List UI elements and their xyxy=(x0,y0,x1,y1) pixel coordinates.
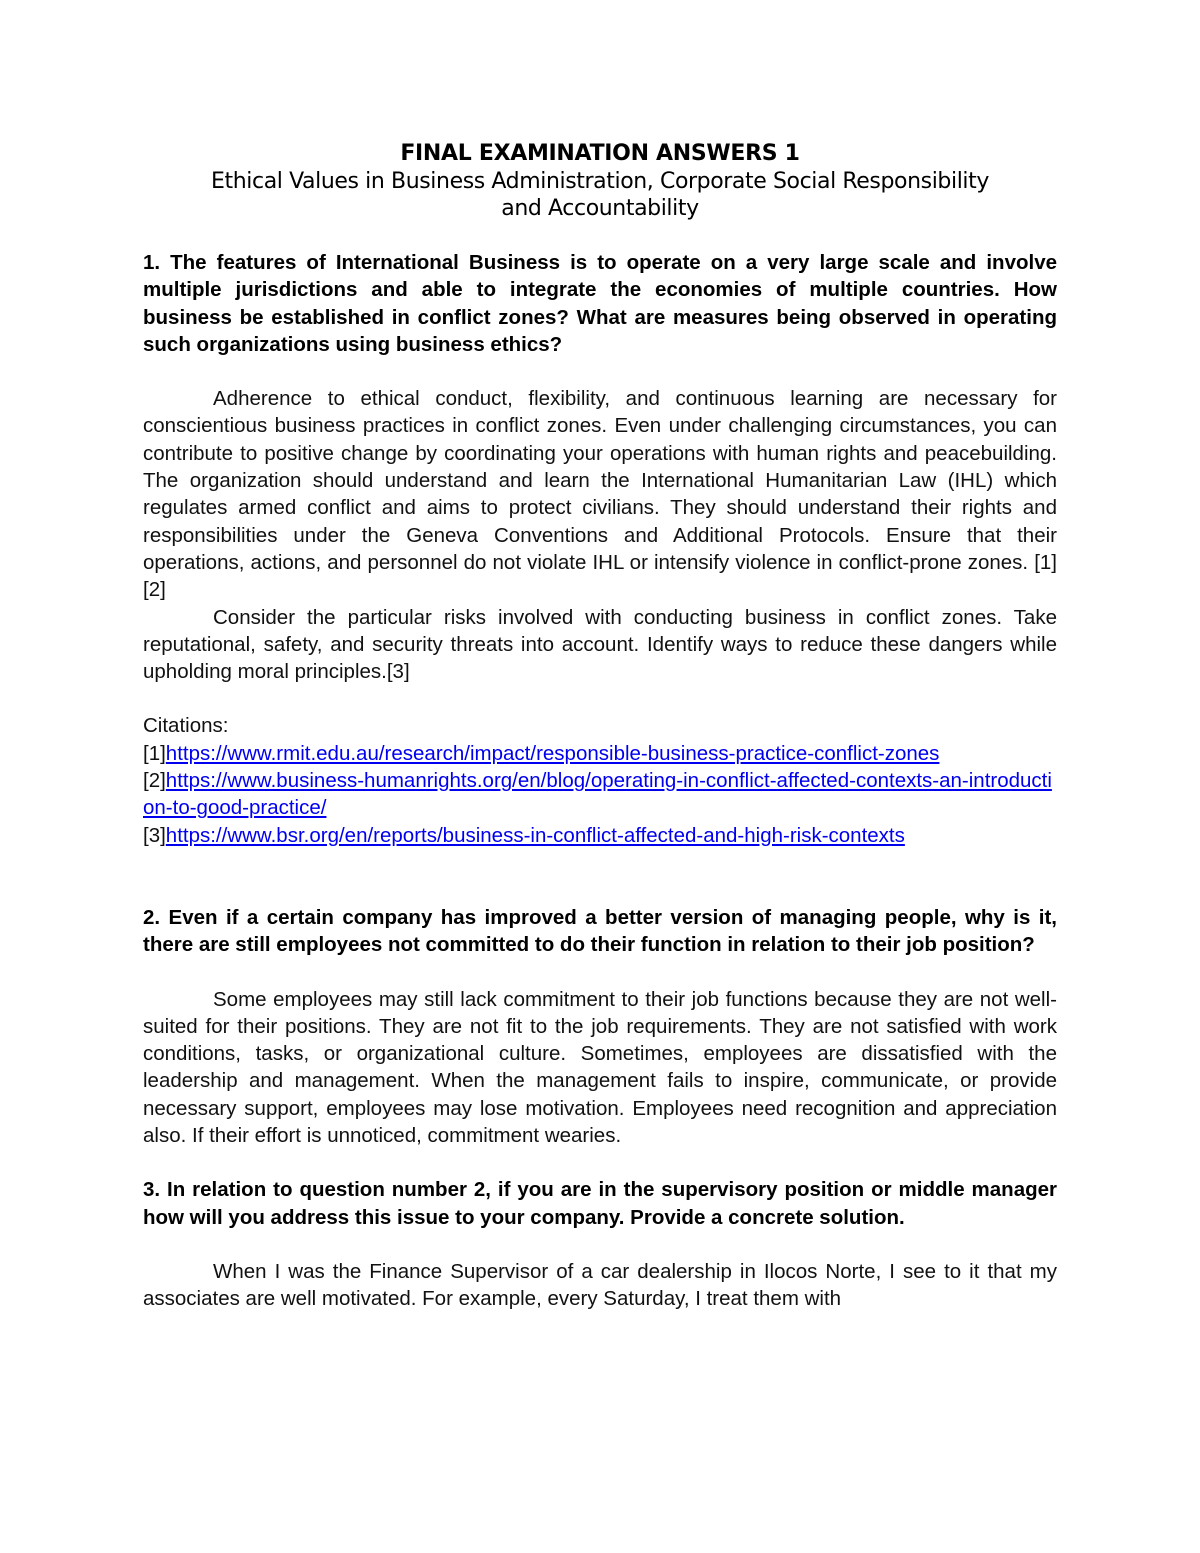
document-page xyxy=(143,140,1057,1313)
citation-1 xyxy=(143,740,1057,767)
title-block xyxy=(143,140,1057,222)
document-subtitle-line-2: and Accountability xyxy=(501,196,699,221)
citation-2-marker: [2] xyxy=(143,769,166,793)
citation-2 xyxy=(143,767,1057,822)
citations-label: Citations: xyxy=(143,714,229,738)
question-2: 2. Even if a certain company has improved a better version of managing people, why is it, there are still employees not committed to do their function in relation to their job position? xyxy=(143,905,1057,957)
citation-3 xyxy=(143,822,1057,849)
question-3: 3. In relation to question number 2, if you are in the supervisory position or middle manager how will you address this issue to your company. Provide a concrete solution. xyxy=(143,1178,1057,1229)
citation-3-link[interactable]: https://www.bsr.org/en/reports/business-in-conflict-affected-and-high-risk-contexts xyxy=(165,823,905,847)
answer-3-paragraph-1: When I was the Finance Supervisor of a car dealership in Ilocos Norte, I see to it that my associates are well motivated. For example, every Saturday, I treat them with xyxy=(143,1259,1057,1311)
citation-3-marker: [3] xyxy=(143,823,166,847)
citation-2-link[interactable]: https://www.business-humanrights.org/en/blog/operating-in-conflict-affected-contexts-an-introduction-to-good-practice/ xyxy=(143,769,1052,820)
question-1: 1. The features of International Business is to operate on a very large scale and involve multiple jurisdictions and able to integrate the economies of multiple countries. How business be established in conflict zones? What are measures being observed in operating such organizations using business ethics? xyxy=(143,251,1057,356)
document-title: FINAL EXAMINATION ANSWERS 1 xyxy=(400,141,800,166)
answer-1-paragraph-2: Consider the particular risks involved with conducting business in conflict zones. Take reputational, safety, and security threats into account. Identify ways to reduce these dangers while upholding moral principles.[3] xyxy=(143,605,1057,684)
citation-1-marker: [1] xyxy=(143,741,166,765)
answer-1-paragraph-1: Adherence to ethical conduct, flexibility, and continuous learning are necessary for conscientious business practices in conflict zones. Even under challenging circumstances, you can contribute to positive change by coordinating your operations with human rights and peacebuilding. The organization should understand and learn the International Humanitarian Law (IHL) which regulates armed conflict and aims to protect civilians. They should understand their rights and responsibilities under the Geneva Conventions and Additional Protocols. Ensure that their operations, actions, and personnel do not violate IHL or intensify violence in conflict-prone zones. [1][2] xyxy=(143,387,1057,602)
section-1 xyxy=(143,249,1057,849)
document-subtitle-line-1: Ethical Values in Business Administration, Corporate Social Responsibility xyxy=(211,169,989,194)
answer-2-paragraph-1: Some employees may still lack commitment to their job functions because they are not well-suited for their positions. They are not fit to the job requirements. They are not satisfied with work conditions, tasks, or organizational culture. Sometimes, employees are dissatisfied with the leadership and management. When the management fails to inspire, communicate, or provide necessary support, employees may lose motivation. Employees need recognition and appreciation also. If their effort is unnoticed, commitment wearies. xyxy=(143,987,1057,1148)
section-2 xyxy=(143,904,1057,1149)
section-3 xyxy=(143,1176,1057,1312)
citation-1-link[interactable]: https://www.rmit.edu.au/research/impact/responsible-business-practice-conflict-zones xyxy=(165,741,940,765)
